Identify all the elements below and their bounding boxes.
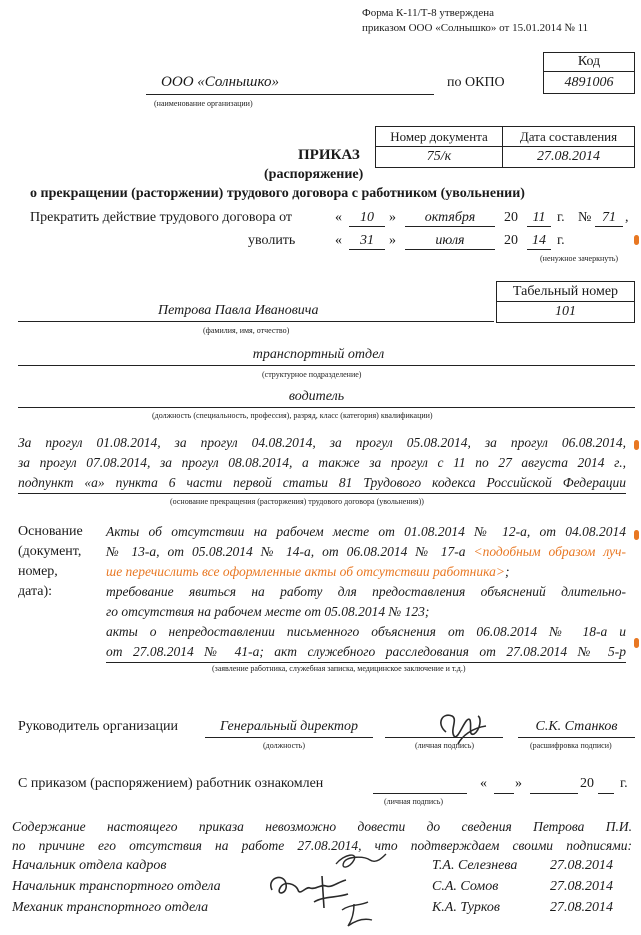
contract-year: 11 (527, 210, 551, 227)
grounds-line-2: за прогул 07.08.2014, за прогул 08.08.2014, а также за прогул с 11 по 27 августа 2014 г., (18, 455, 626, 470)
employee-name-caption: (фамилия, имя, отчество) (203, 326, 290, 335)
dismiss-year: 14 (527, 233, 551, 250)
note-row-2-name: С.А. Сомов (432, 879, 499, 894)
contract-month: октября (405, 210, 495, 227)
number-sign: № (578, 210, 592, 225)
dismiss-month: июля (405, 233, 495, 250)
fam-year-line (598, 793, 614, 794)
contract-number: 71 (595, 210, 623, 227)
employee-signature-line (373, 793, 467, 794)
form-approval-line1: Форма К-11/Т-8 утверждена (362, 7, 494, 19)
head-position-caption: (должность) (263, 741, 305, 750)
fam-year-prefix: 20 (580, 776, 594, 791)
head-name: С.К. Станков (518, 719, 635, 738)
dismiss-label: уволить (248, 233, 296, 248)
doc-number-header: Номер документа (375, 126, 503, 147)
familiarized-label: С приказом (распоряжением) работник ознакомлен (18, 776, 324, 791)
basis-label: Основание (документ, номер, дата): (18, 524, 83, 599)
position: водитель (18, 389, 635, 408)
fam-year-suffix: г. (620, 776, 628, 791)
fam-quote-open: « (480, 776, 487, 791)
margin-mark (634, 440, 639, 450)
basis-line-4: требование явиться на работу для предоставления объяснений длительно- (106, 584, 626, 599)
note-row-2-date: 27.08.2014 (550, 879, 613, 894)
grounds-line-3: подпункт «а» пункта 6 части первой статьи 81 Трудового кодекса Российской Федерации (18, 473, 626, 494)
signature-mechanic (338, 898, 378, 930)
year-prefix: 20 (504, 210, 518, 225)
order-heading: о прекращении (расторжении) трудового договора с работником (увольнении) (30, 186, 525, 201)
contract-day: 10 (349, 210, 385, 227)
okpo-label: по ОКПО (447, 75, 505, 90)
date-value: 27.08.2014 (502, 146, 635, 168)
basis-line-6: акты о непредоставлении письменного объяснения от 06.08.2014 № 18-а и (106, 624, 626, 639)
head-label: Руководитель организации (18, 719, 178, 734)
note-row-1-date: 27.08.2014 (550, 858, 613, 873)
okpo-value: 4891006 (543, 71, 635, 94)
dismiss-day: 31 (349, 233, 385, 250)
tab-number-value: 101 (496, 301, 635, 323)
form-approval-line2: приказом ООО «Солнышко» от 15.01.2014 № 11 (362, 22, 589, 34)
order-title: ПРИКАЗ (298, 147, 360, 163)
basis-line-3: ше перечислить все оформленные акты об отсутствии работника>; (106, 564, 510, 579)
employee-name: Петрова Павла Ивановича (18, 303, 494, 322)
note-row-3-title: Механик транспортного отдела (12, 900, 209, 915)
code-header: Код (543, 52, 635, 72)
tab-number-header: Табельный номер (496, 281, 635, 302)
margin-mark (634, 638, 639, 648)
terminate-label: Прекратить действие трудового договора от (30, 210, 293, 225)
year-suffix: г. (557, 210, 565, 225)
basis-line-5: го отсутствия на рабочем месте от 05.08.2014 № 123; (106, 604, 430, 619)
note-row-3-date: 27.08.2014 (550, 900, 613, 915)
head-signature-caption: (личная подпись) (415, 741, 475, 750)
department: транспортный отдел (18, 347, 635, 366)
position-caption: (должность (специальность, профессия), разряд, класс (категория) квалификации) (152, 411, 433, 420)
grounds-line-1: За прогул 01.08.2014, за прогул 04.08.2014, за прогул 05.08.2014, за прогул 06.08.2014, (18, 435, 626, 450)
note-row-1-name: Т.А. Селезнева (432, 858, 518, 873)
basis-line-7: от 27.08.2014 № 41-а; акт служебного расследования от 27.08.2014 № 5-р (106, 642, 626, 663)
organization-name: ООО «Солнышко» (146, 74, 434, 95)
doc-number-value: 75/к (375, 146, 503, 168)
note-line-1: Содержание настоящего приказа невозможно довести до сведения Петрова П.И. (12, 819, 632, 834)
head-position: Генеральный директор (205, 719, 373, 738)
grounds-caption: (основание прекращения (расторжения) трудового договора (увольнения)) (170, 497, 424, 506)
basis-line-2: № 13-а, от 05.08.2014 № 14-а, от 06.08.2014 № 17-а <подобным образом луч- (106, 544, 626, 559)
quote-open-2: « (335, 233, 342, 248)
note-dates (550, 855, 613, 918)
quote-close: » (389, 210, 396, 225)
note-row-1-title: Начальник отдела кадров (12, 858, 167, 873)
quote-open: « (335, 210, 342, 225)
strike-note: (ненужное зачеркнуть) (540, 254, 619, 263)
year-prefix-2: 20 (504, 233, 518, 248)
head-name-caption: (расшифровка подписи) (530, 741, 612, 750)
department-caption: (структурное подразделение) (262, 370, 362, 379)
note-row-2-title: Начальник транспортного отдела (12, 879, 221, 894)
basis-caption: (заявление работника, служебная записка, медицинское заключение и т.д.) (212, 664, 466, 673)
head-signature (428, 706, 498, 746)
note-names (432, 855, 517, 918)
year-suffix-2: г. (557, 233, 565, 248)
employee-signature-caption: (личная подпись) (384, 797, 444, 806)
note-line-2: по причине его отсутствия на работе 27.08.2014, что подтверждаем своими подписями: (12, 838, 632, 853)
note-titles (12, 855, 221, 918)
quote-close-2: » (389, 233, 396, 248)
fam-day-line (494, 793, 514, 794)
basis-text (106, 522, 626, 663)
order-subtitle: (распоряжение) (264, 167, 364, 182)
note-row-3-name: К.А. Турков (432, 900, 500, 915)
margin-mark (634, 530, 639, 540)
organization-name-caption: (наименование организации) (154, 99, 253, 108)
fam-quote-close: » (515, 776, 522, 791)
date-header: Дата составления (502, 126, 635, 147)
basis-line-1: Акты об отсутствии на рабочем месте от 01.08.2014 № 12-а, от 04.08.2014 (106, 524, 626, 539)
fam-month-line (530, 793, 578, 794)
comma: , (625, 210, 629, 225)
margin-mark (634, 235, 639, 245)
